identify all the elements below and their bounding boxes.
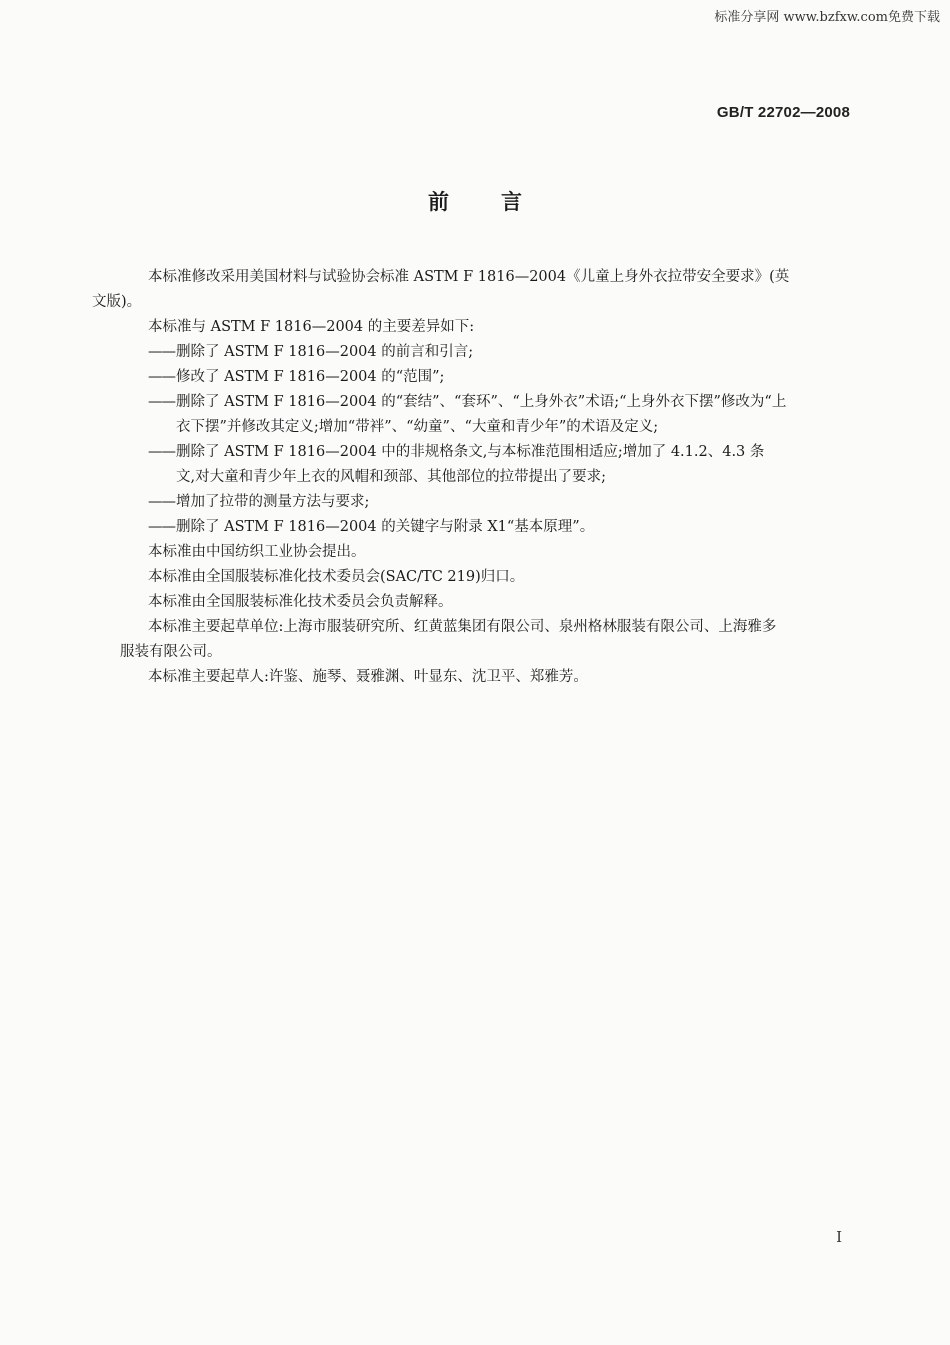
list-item <box>120 490 855 515</box>
page-number: I <box>836 1228 842 1246</box>
paragraph-line: 本标准修改采用美国材料与试验协会标准 ASTM F 1816—2004《儿童上身外衣拉带安全要求》(英 <box>148 269 790 285</box>
list-dash: —— <box>148 394 175 410</box>
paragraph-drafters: 本标准主要起草人:许鉴、施琴、聂雅渊、叶显东、沈卫平、郑雅芳。 <box>148 669 588 685</box>
paragraph-line: 本标准主要起草单位:上海市服装研究所、红黄蓝集团有限公司、泉州格林服装有限公司、上海雅多 <box>148 619 777 635</box>
list-item-text: 删除了 ASTM F 1816—2004 的“套结”、“套环”、“上身外衣”术语;“上身外衣下摆”修改为“上 <box>176 394 787 410</box>
list-item-text: 删除了 ASTM F 1816—2004 的前言和引言; <box>176 344 474 360</box>
paragraph-centralized-by: 本标准由全国服装标准化技术委员会(SAC/TC 219)归口。 <box>148 569 525 585</box>
list-dash: —— <box>148 494 175 510</box>
paragraph-differences-intro: 本标准与 ASTM F 1816—2004 的主要差异如下: <box>148 319 475 335</box>
paragraph-proposed-by: 本标准由中国纺织工业协会提出。 <box>148 544 366 560</box>
document-body <box>92 265 855 690</box>
list-item-text: 修改了 ASTM F 1816—2004 的“范围”; <box>176 369 445 385</box>
list-dash: —— <box>148 444 175 460</box>
list-item <box>120 340 855 365</box>
paragraph-drafting-units <box>120 615 855 665</box>
standard-number: GB/T 22702—2008 <box>716 104 850 121</box>
watermark-text: 标准分享网 www.bzfxw.com免费下载 <box>714 10 940 25</box>
list-item <box>120 440 855 490</box>
paragraph-line: 文版)。 <box>92 294 142 310</box>
paragraph-adoption <box>92 265 855 315</box>
list-item-text: 删除了 ASTM F 1816—2004 中的非规格条文,与本标准范围相适应;增加了 4.1.2、4.3 条 <box>176 444 765 460</box>
list-dash: —— <box>148 519 175 535</box>
list-item-text: 删除了 ASTM F 1816—2004 的关键字与附录 X1“基本原理”。 <box>176 519 595 535</box>
list-item-continuation: 文,对大童和青少年上衣的风帽和颈部、其他部位的拉带提出了要求; <box>176 469 606 485</box>
list-item <box>120 390 855 440</box>
page-title: 前言 <box>428 190 574 214</box>
list-item <box>120 365 855 390</box>
paragraph-interpreted-by: 本标准由全国服装标准化技术委员会负责解释。 <box>148 594 453 610</box>
list-dash: —— <box>148 344 175 360</box>
list-dash: —— <box>148 369 175 385</box>
list-item <box>120 515 855 540</box>
paragraph-line: 服装有限公司。 <box>120 644 222 660</box>
list-item-text: 增加了拉带的测量方法与要求; <box>176 494 370 510</box>
list-item-continuation: 衣下摆”并修改其定义;增加“带袢”、“幼童”、“大童和青少年”的术语及定义; <box>176 419 659 435</box>
